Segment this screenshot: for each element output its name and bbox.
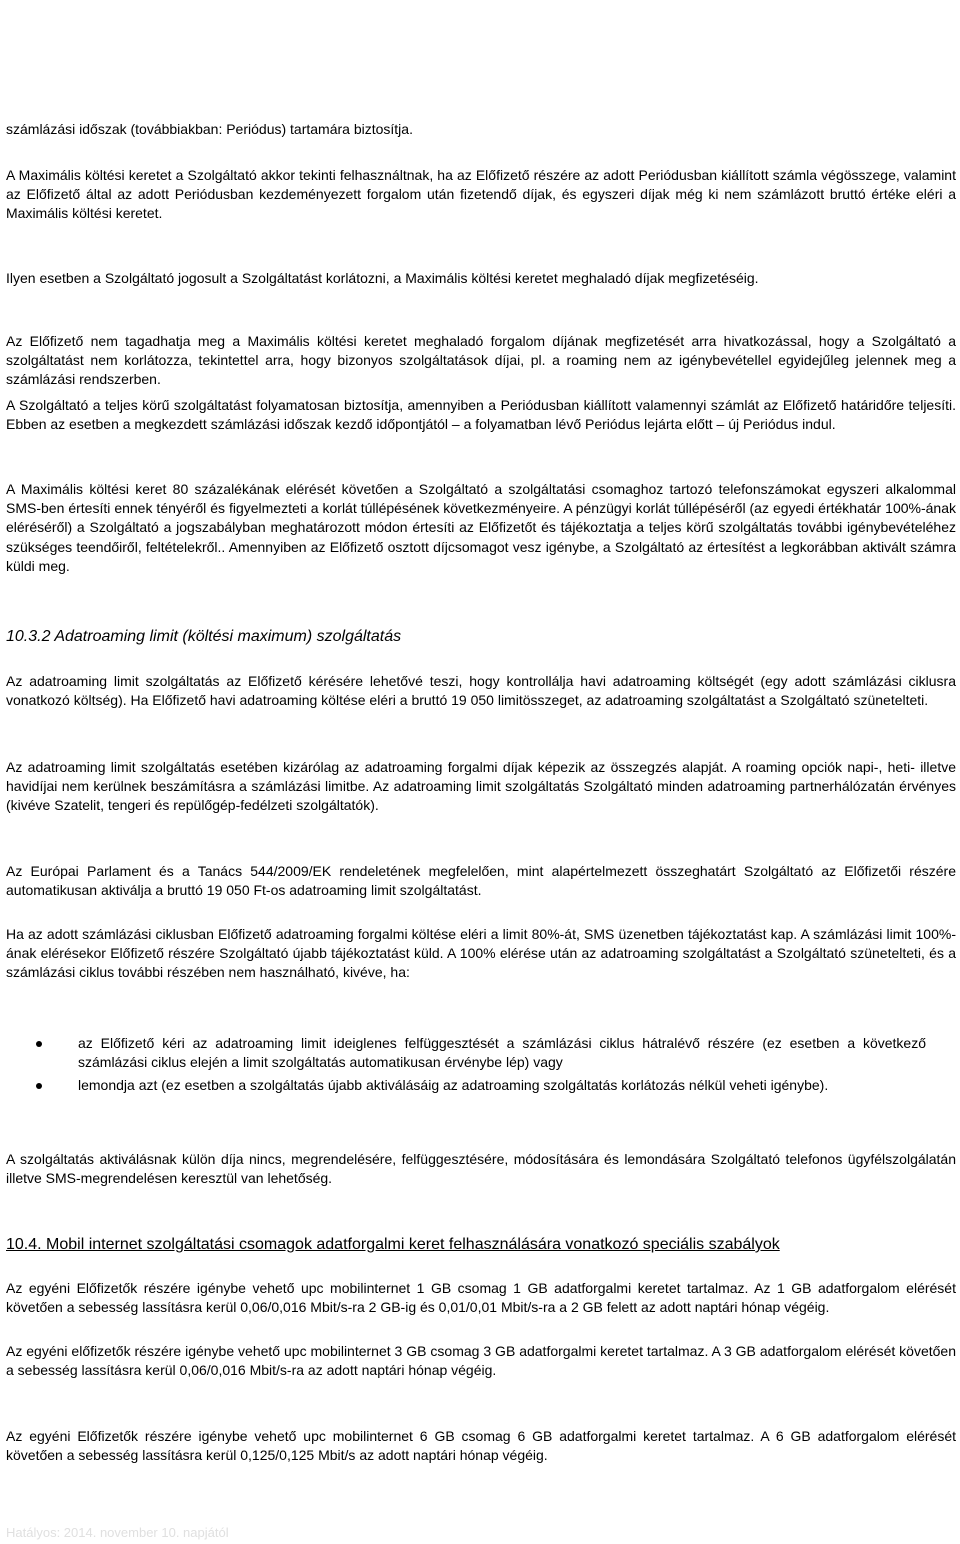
- paragraph: A Maximális költési keretet a Szolgáltató akkor tekinti felhasználtnak, ha az Előfizető részére az adott Periódusban kiállított számla végösszege, valamint az Előfizető által az adott Periódusban kezdeményezett forgalom után fizetendő díjak, és egyszeri díjak még ki nem számlázott bruttó értéke eléri a Maximális költési keretet.: [6, 167, 956, 222]
- paragraph: Az egyéni Előfizetők részére igénybe vehető upc mobilinternet 1 GB csomag 1 GB adatforgalmi keretet tartalmaz. Az 1 GB adatforgalom elérését követően a sebesség lassításra kerül 0,06/0,016 Mbit/s-ra 2 GB-ig és 0,01/0,01 Mbit/s-ra a 2 GB felett az adott naptári hónap végéig.: [6, 1280, 956, 1316]
- document-header: [6, 4, 534, 97]
- header-phone: Központi ügyfélszolgálat/hibabejelentő telefonszáma: 1221: [6, 60, 371, 77]
- header-company-name: A Szolgáltató neve: UPC Magyarország Kft.: [6, 5, 277, 21]
- list-item: az Előfizető kéri az adatroaming limit ideiglenes felfüggesztését a számlázási ciklus hátralévő részére (ez esetben a következő számlázási ciklus elején a limit szolgáltatás automatikusan érvénybe lép) vagy: [36, 1034, 926, 1072]
- paragraph: Az Európai Parlament és a Tanács 544/2009/EK rendeletének megfelelően, mint alapértelmezett összeghatárt Szolgáltató az Előfizetői részére automatikusan aktiválja a bruttó 19 050 Ft-os adatroaming limit szolgáltatást.: [6, 863, 956, 899]
- paragraph: Az adatroaming limit szolgáltatás esetében kizárólag az adatroaming forgalmi díjak képezik az összegzés alapját. A roaming opciók napi-, heti- illetve havidíjai nem kerülnek beszámításra a számlázási limitbe. Az adatroaming limit szolgáltatás Szolgáltató minden adatroaming partnerhálózatán érvényes (kivéve Szatelit, tengeri és repülőgép-fedélzeti szolgáltatók).: [6, 759, 956, 814]
- list-item: lemondja azt (ez esetben a szolgáltatás újabb aktiválásáig az adatroaming szolgáltatás korlátozás nélkül veheti igénybe).: [36, 1076, 926, 1095]
- paragraph: Az adatroaming limit szolgáltatás az Előfizető kérésére lehetővé teszi, hogy kontrollálja havi adatroaming költségét (egy adott számlázási ciklusra vonatkozó költség). Ha Előfizető havi adatroaming költése eléri a bruttó 19 050 limitösszeget, az adatroaming szolgáltatást a Szolgáltató szünetelteti.: [6, 673, 956, 709]
- header-address: Székhelye: 1092 Budapest, Kinizsi u. 30-36. Levelezési cím: 1462 Budapest, Pf. 477.: [6, 23, 535, 40]
- paragraph: A szolgáltatás aktiválásnak külön díja nincs, megrendelésére, felfüggesztésére, módosítására és lemondására Szolgáltató telefonos ügyfélszolgálatán illetve SMS-megrendelésen keresztül van lehetőség.: [6, 1151, 956, 1187]
- header-website: Web oldala: www.upc.hu: [6, 79, 160, 96]
- paragraph: Az egyéni előfizetők részére igénybe vehető upc mobilinternet 3 GB csomag 3 GB adatforgalmi keretet tartalmaz. A 3 GB adatforgalom elérését követően a sebesség lassításra kerül 0,06/0,016 Mbit/s-ra az adott naptári hónap végéig.: [6, 1343, 956, 1379]
- paragraph: A Szolgáltató a teljes körű szolgáltatást folyamatosan biztosítja, amennyiben a Periódusban kiállított valamennyi számlát az Előfizető határidőre teljesíti. Ebben az esetben a megkezdett számlázási időszak kezdő időpontjától – a folyamatban lévő Periódus lejárta előtt – új Periódus indul.: [6, 397, 956, 433]
- bullet-icon: [36, 1083, 42, 1089]
- section-heading-10-4: 10.4. Mobil internet szolgáltatási csomagok adatforgalmi keret felhasználására vonatkozó speciális szabályok: [6, 1236, 780, 1253]
- bullet-icon: [36, 1041, 42, 1047]
- footer-effective-date: Hatályos: 2014. november 10. napjától: [6, 1525, 229, 1540]
- paragraph: Az egyéni Előfizetők részére igénybe vehető upc mobilinternet 6 GB csomag 6 GB adatforgalmi keretet tartalmaz. A 6 GB adatforgalom elérését követően a sebesség lassításra kerül 0,125/0,125 Mbit/s az adott naptári hónap végéig.: [6, 1428, 956, 1464]
- condition-list: [36, 1034, 926, 1100]
- header-registration: Cégjegyzékszáma: 01-09-366290: [6, 42, 216, 59]
- paragraph: Ilyen esetben a Szolgáltató jogosult a Szolgáltatást korlátozni, a Maximális költési keretet meghaladó díjak megfizetéséig.: [6, 270, 759, 286]
- section-heading-10-3-2: 10.3.2 Adatroaming limit (költési maximum) szolgáltatás: [6, 628, 402, 645]
- paragraph: Ha az adott számlázási ciklusban Előfizető adatroaming forgalmi költése eléri a limit 80%-át, SMS üzenetben tájékoztatást kap. A számlázási limit 100%-ának elérésekor Előfizető részére Szolgáltató újabb tájékoztatást küld. A 100% elérése után az adatroaming szolgáltatást a Szolgáltató szünetelteti, és a számlázási ciklus további részében nem használható, kivéve, ha:: [6, 926, 956, 981]
- paragraph: számlázási időszak (továbbiakban: Periódus) tartamára biztosítja.: [6, 121, 413, 137]
- paragraph: Az Előfizető nem tagadhatja meg a Maximális költési keretet meghaladó forgalom díjának megfizetését arra hivatkozással, hogy a Szolgáltató a szolgáltatást nem korlátozza, tekintettel arra, hogy bizonyos szolgáltatások díjai, pl. a roaming nem az igénybevétellel egyidejűleg jelennek meg a számlázási rendszerben.: [6, 333, 956, 388]
- paragraph: A Maximális költési keret 80 százalékának elérését követően a Szolgáltató a szolgáltatási csomaghoz tartozó telefonszámokat egyszeri alkalommal SMS-ben értesíti ennek tényéről és figyelmezteti a korlát túllépésének következményeire. A pénzügyi korlát túllépéséről (az egyedi értékhatár 100%-ának eléréséről) a Szolgáltató a jogszabályban meghatározott módon értesíti az Előfizetőt és tájékoztatja a teljes körű szolgáltatás további igénybevételéhez szükséges teendőiről, feltételekről.. Amennyiben az Előfizető osztott díjcsomagot vesz igénybe, a Szolgáltató az értesítést a legkorábban aktivált számra küldi meg.: [6, 481, 956, 574]
